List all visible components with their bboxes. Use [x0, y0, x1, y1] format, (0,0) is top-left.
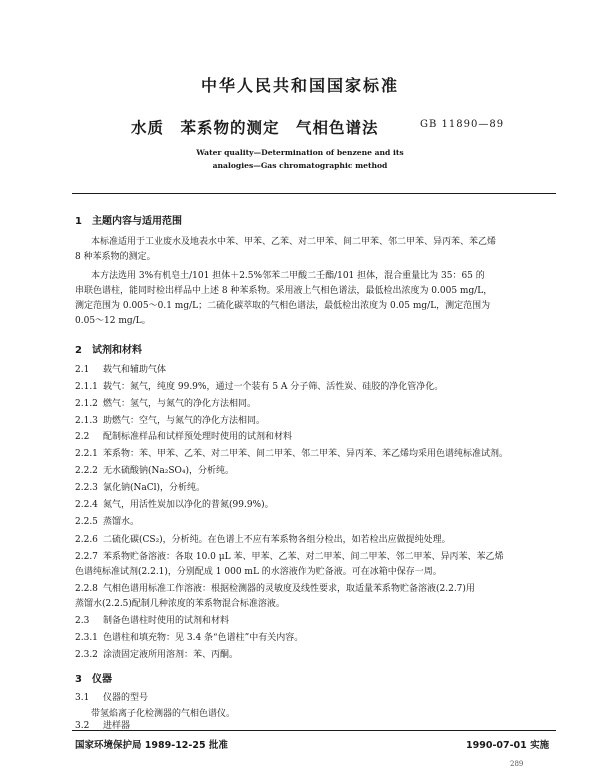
clause-text: 苯系物贮备溶液：各取 10.0 μL 苯、甲苯、乙苯、对二甲苯、间二甲苯、邻二甲苯、异丙苯、苯乙烯 — [103, 552, 504, 562]
clause-text: 二硫化碳(CS₂)，分析纯。在色谱上不应有苯系物各组分检出，如若检出应做提纯处理。 — [103, 535, 451, 545]
clause-2-2-8 — [75, 581, 475, 594]
clause-text: 蒸馏水。 — [103, 517, 140, 527]
standard-header: 中华人民共和国国家标准 — [200, 76, 399, 95]
paragraph-line: 本方法选用 3%有机皂土/101 担体＋2.5%邻苯二甲酸二壬酯/101 担体，混合重量比为 35：65 的 — [91, 271, 485, 281]
clause-number: 2.2.5 — [75, 517, 98, 527]
clause-text: 苯系物：苯、甲苯、乙苯、对二甲苯、间二甲苯、邻二甲苯、异丙苯、苯乙烯均采用色谱纯标准试剂。 — [103, 449, 509, 459]
clause-2-3-1 — [75, 630, 303, 643]
clause-2-3 — [75, 613, 229, 626]
clause-2-1-1 — [75, 379, 443, 392]
section-2-heading: 2 试剂和材料 — [75, 345, 142, 356]
page-title: 水质 苯系物的测定 气相色谱法 — [131, 119, 379, 137]
clause-number: 2.2 — [75, 432, 90, 442]
clause-number: 2.1 — [75, 365, 90, 375]
paragraph-line: 测定范围为 0.005～0.1 mg/L；二硫化碳萃取的气相色谱法，最低检出浓度为 0.05 mg/L，测定范围为 — [75, 301, 491, 311]
clause-text: 配制标准样品和试样预处理时使用的试剂和材料 — [103, 432, 293, 442]
clause-number: 2.2.2 — [75, 466, 98, 476]
paragraph-line: 0.05～12 mg/L。 — [75, 316, 151, 326]
clause-text: 载气和辅助气体 — [103, 365, 167, 375]
footer-divider — [72, 730, 556, 731]
clause-text: 色谱柱和填充物：见 3.4 条“色谱柱”中有关内容。 — [103, 633, 304, 643]
clause-2-2-5 — [75, 514, 139, 527]
paragraph-line: 本标准适用于工业废水及地表水中苯、甲苯、乙苯、对二甲苯、间二甲苯、邻二甲苯、异丙苯、苯乙烯 — [91, 237, 497, 247]
clause-2-1 — [75, 362, 166, 375]
clause-text: 氯化钠(NaCl)，分析纯。 — [103, 483, 206, 493]
clause-number: 2.2.6 — [75, 535, 98, 545]
clause-number: 2.1.1 — [75, 382, 98, 392]
section-1-heading: 1 主题内容与适用范围 — [75, 216, 182, 227]
clause-number: 3.2 — [75, 721, 90, 731]
clause-text: 进样器 — [103, 721, 131, 731]
clause-2-2-4 — [75, 497, 274, 510]
paragraph-line: 8 种苯系物的测定。 — [75, 252, 156, 262]
clause-continuation: 色谱纯标准试剂(2.2.1)，分别配成 1 000 mL 的水溶液作为贮备液。可在冰箱中保存一周。 — [75, 567, 442, 577]
clause-text: 仪器的型号 — [103, 693, 149, 703]
clause-3-1 — [75, 690, 148, 703]
page-number: 289 — [510, 760, 524, 768]
clause-text: 助燃气：空气，与氮气的净化方法相同。 — [103, 416, 266, 426]
clause-2-2-3 — [75, 480, 205, 493]
clause-text: 载气：氮气，纯度 99.9%，通过一个装有 5 A 分子筛、活性炭、硅胶的净化管净化。 — [103, 382, 444, 392]
clause-number: 2.1.2 — [75, 399, 98, 409]
english-title-line-1: Water quality—Determination of benzene and its — [196, 148, 404, 157]
clause-text: 涂渍固定液所用溶剂：苯、丙酮。 — [103, 650, 239, 660]
clause-number: 2.3.1 — [75, 633, 98, 643]
clause-2-2-6 — [75, 532, 451, 545]
section-3-heading: 3 仪器 — [75, 674, 112, 685]
clause-number: 3.1 — [75, 693, 90, 703]
clause-2-2-1 — [75, 446, 508, 459]
clause-number: 2.2.4 — [75, 500, 98, 510]
approval-info: 国家环境保护局 1989-12-25 批准 — [75, 740, 228, 751]
standard-number: GB 11890—89 — [420, 119, 505, 130]
clause-2-3-2 — [75, 647, 238, 660]
clause-2-2 — [75, 429, 292, 442]
clause-number: 2.2.8 — [75, 584, 98, 594]
clause-number: 2.2.1 — [75, 449, 98, 459]
clause-text: 氮气，用活性炭加以净化的普氮(99.9%)。 — [103, 500, 274, 510]
clause-text: 无水硫酸钠(Na₂SO₄)，分析纯。 — [103, 466, 235, 476]
clause-text: 气相色谱用标准工作溶液：根据检测器的灵敏度及线性要求，取适量苯系物贮备溶液(2.2.7)用 — [103, 584, 475, 594]
paragraph-line: 带氢焰离子化检测器的气相色谱仪。 — [91, 709, 236, 719]
clause-number: 2.3.2 — [75, 650, 98, 660]
clause-number: 2.1.3 — [75, 416, 98, 426]
clause-continuation: 蒸馏水(2.2.5)配制几种浓度的苯系物混合标准溶液。 — [75, 599, 285, 609]
effective-date: 1990-07-01 实施 — [466, 740, 550, 751]
clause-number: 2.3 — [75, 616, 90, 626]
top-divider — [72, 193, 556, 194]
clause-number: 2.2.7 — [75, 552, 98, 562]
clause-text: 制备色谱柱时使用的试剂和材料 — [103, 616, 230, 626]
clause-2-1-2 — [75, 396, 256, 409]
english-title-line-2: analogies—Gas chromatographic method — [212, 161, 388, 170]
paragraph-line: 串联色谱柱，能同时检出样品中上述 8 种苯系物。采用液上气相色谱法，最低检出浓度为 0.005 mg/L， — [75, 286, 493, 296]
clause-number: 2.2.3 — [75, 483, 98, 493]
clause-2-2-2 — [75, 463, 234, 476]
clause-2-1-3 — [75, 413, 265, 426]
clause-2-2-7 — [75, 549, 503, 562]
clause-text: 燃气：氢气，与氮气的净化方法相同。 — [103, 399, 257, 409]
